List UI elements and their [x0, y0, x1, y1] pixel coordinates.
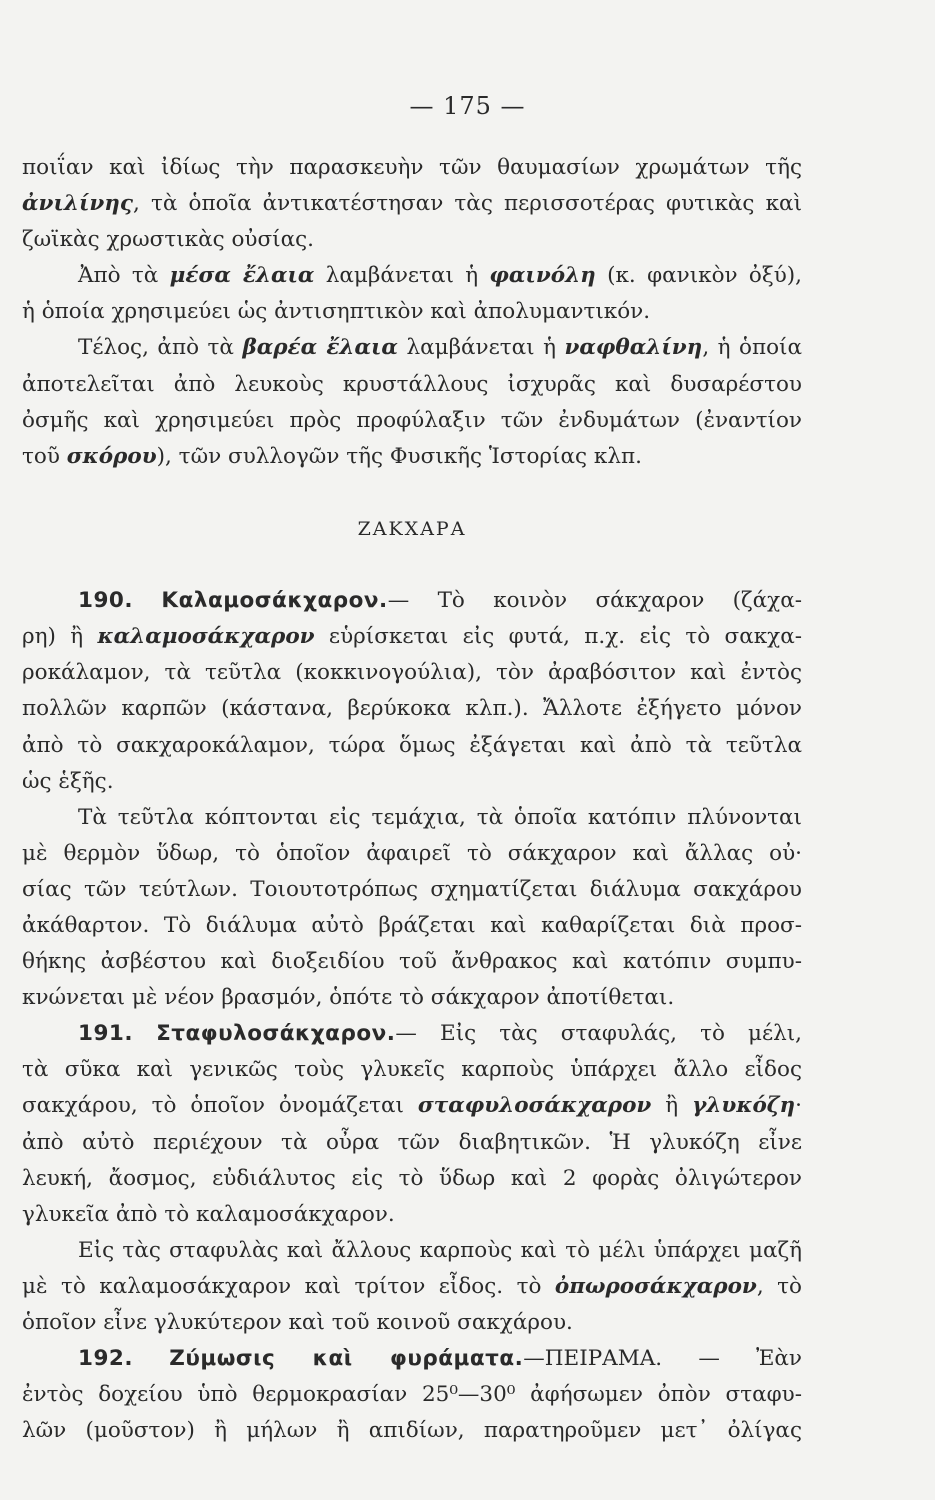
text-line: ροκάλαμον, τὰ τεῦτλα (κοκκινογούλια), τὸν ἀραβόσιτον καὶ ἐντὸς: [22, 660, 802, 686]
text-line: Ἀπὸ τὰ μέσα ἔλαια λαμβάνεται ἡ φαινόλη (κ. φανικὸν ὀξύ),: [78, 263, 802, 289]
body-text: [22, 150, 802, 1449]
page-number: — 175 —: [409, 92, 526, 120]
text-line: ζωϊκὰς χρωστικὰς οὐσίας.: [22, 227, 314, 253]
term: βαρέα ἔλαια: [242, 335, 398, 361]
text-line: σακχάρου, τὸ ὁποῖον ὀνομάζεται σταφυλοσάκχαρον ἢ γλυκόζη·: [22, 1093, 802, 1119]
text-line: ὡς ἑξῆς.: [22, 768, 114, 794]
text-line: κνώνεται μὲ νέον βρασμόν, ὁπότε τὸ σάκχαρον ἀποτίθεται.: [22, 985, 675, 1011]
term: φαινόλη: [489, 263, 596, 289]
section-heading: ΖΑΚΧΑΡΑ: [357, 517, 467, 540]
text-line: ὁποῖον εἶνε γλυκύτερον καὶ τοῦ κοινοῦ σακχάρου.: [22, 1310, 573, 1335]
text-line: μὲ τὸ καλαμοσάκχαρον καὶ τρίτον εἶδος. τὸ ὀπωροσάκχαρον, τὸ: [22, 1273, 802, 1299]
term: σκόρου: [66, 443, 157, 469]
term: καλαμοσάκχαρον: [97, 624, 315, 650]
text-line: ἀκάθαρτον. Τὸ διάλυμα αὐτὸ βράζεται καὶ καθαρίζεται διὰ προσ-: [22, 912, 802, 938]
text-line: τὰ σῦκα καὶ γενικῶς τοὺς γλυκεῖς καρποὺς ὑπάρχει ἄλλο εἶδος: [22, 1057, 802, 1083]
section-number: 190.: [78, 588, 134, 614]
section-title: Καλαμοσάκχαρον.: [161, 588, 388, 614]
text-line: ποιΐαν καὶ ἰδίως τὴν παρασκευὴν τῶν θαυμασίων χρωμάτων τῆς: [22, 155, 802, 180]
text-line: σίας τῶν τεύτλων. Τοιουτοτρόπως σχηματίζεται διάλυμα σακχάρου: [22, 876, 802, 902]
term: σταφυλοσάκχαρον: [417, 1093, 652, 1119]
text-line: πολλῶν καρπῶν (κάστανα, βερύκοκα κλπ.). Ἄλλοτε ἐξήγετο μόνον: [22, 696, 802, 722]
text-line: ἀποτελεῖται ἀπὸ λευκοὺς κρυστάλλους ἰσχυρᾶς καὶ δυσαρέστου: [22, 371, 802, 397]
term: ἀνιλίνης: [22, 191, 133, 217]
text-line: τοῦ σκόρου), τῶν συλλογῶν τῆς Φυσικῆς Ἱστορίας κλπ.: [22, 443, 642, 469]
text-line: λευκή, ἄοσμος, εὐδιάλυτος εἰς τὸ ὕδωρ καὶ 2 φορὰς ὀλιγώτερον: [22, 1165, 802, 1191]
term: ναφθαλίνη: [564, 335, 703, 361]
section-number: 191.: [78, 1021, 134, 1047]
text-line: ἡ ὁποία χρησιμεύει ὡς ἀντισηπτικὸν καὶ ἀπολυμαντικόν.: [22, 299, 651, 325]
text-line: 190. Καλαμοσάκχαρον.— Τὸ κοινὸν σάκχαρον (ζάχα-: [78, 588, 802, 614]
text-line: 191. Σταφυλοσάκχαρον.— Εἰς τὰς σταφυλάς, τὸ μέλι,: [78, 1021, 802, 1047]
text-line: μὲ θερμὸν ὕδωρ, τὸ ὁποῖον ἀφαιρεῖ τὸ σάκχαρον καὶ ἄλλας οὐ·: [22, 840, 802, 866]
text-line: ἀπὸ αὐτὸ περιέχουν τὰ οὖρα τῶν διαβητικῶν. Ἡ γλυκόζη εἶνε: [22, 1129, 802, 1155]
term: γλυκόζη: [692, 1093, 796, 1119]
text-line: Τέλος, ἀπὸ τὰ βαρέα ἔλαια λαμβάνεται ἡ ναφθαλίνη, ἡ ὁποία: [78, 335, 802, 361]
text-line: θήκης ἀσβέστου καὶ διοξειδίου τοῦ ἄνθρακος καὶ κατόπιν συμπυ-: [22, 949, 802, 975]
term: μέσα ἔλαια: [169, 263, 315, 289]
text-line: ὀσμῆς καὶ χρησιμεύει πρὸς προφύλαξιν τῶν ἐνδυμάτων (ἐναντίον: [22, 407, 802, 433]
section-title: Ζύμωσις καὶ φυράματα.: [169, 1346, 524, 1372]
text-line: Εἰς τὰς σταφυλὰς καὶ ἄλλους καρποὺς καὶ τὸ μέλι ὑπάρχει μαζῆ: [78, 1237, 802, 1263]
text-line: ἀνιλίνης, τὰ ὁποῖα ἀντικατέστησαν τὰς περισσοτέρας φυτικὰς καὶ: [22, 191, 802, 217]
section-title: Σταφυλοσάκχαρον.: [156, 1021, 396, 1047]
text-line: ρη) ἢ καλαμοσάκχαρον εὑρίσκεται εἰς φυτά, π.χ. εἰς τὸ σακχα-: [22, 624, 802, 650]
text-line: Τὰ τεῦτλα κόπτονται εἰς τεμάχια, τὰ ὁποῖα κατόπιν πλύνονται: [78, 804, 802, 830]
text-line: ἐντὸς δοχείου ὑπὸ θερμοκρασίαν 25⁰—30⁰ ἀφήσωμεν ὀπὸν σταφυ-: [22, 1382, 802, 1408]
text-line: γλυκεῖα ἀπὸ τὸ καλαμοσάκχαρον.: [22, 1201, 395, 1227]
text-line: λῶν (μοῦστον) ἢ μήλων ἢ απιδίων, παρατηροῦμεν μετ᾽ ὀλίγας: [22, 1418, 802, 1444]
text-line: 192. Ζύμωσις καὶ φυράματα.—ΠΕΙΡΑΜΑ. — Ἐὰν: [78, 1346, 802, 1372]
section-number: 192.: [78, 1346, 134, 1372]
term: ὀπωροσάκχαρον: [554, 1273, 757, 1299]
text-line: ἀπὸ τὸ σακχαροκάλαμον, τώρα ὅμως ἐξάγεται καὶ ἀπὸ τὰ τεῦτλα: [22, 732, 802, 758]
